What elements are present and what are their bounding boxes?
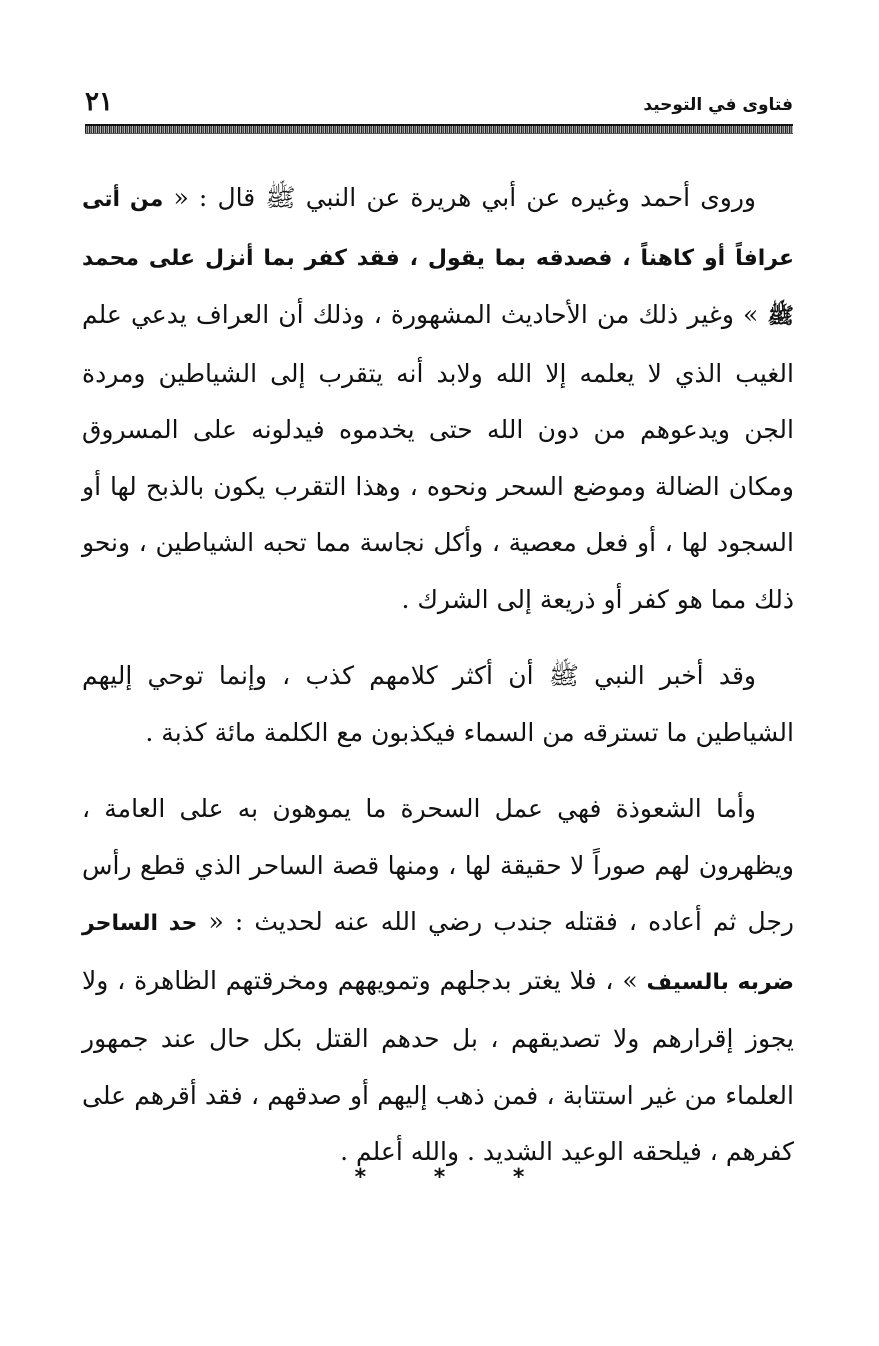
text-run: وروى أحمد وغيره عن أبي هريرة عن النبي ﷺ قال : « — [163, 183, 757, 212]
page-header — [85, 87, 793, 122]
body-text — [82, 170, 794, 1181]
page-number: ٢١ — [85, 87, 113, 117]
text-run: » ، فلا يغتر بدجلهم وتمويههم ومخرقتهم الظاهرة ، ولا يجوز إقرارهم ولا تصديقهم ، بل حدهم القتل بكل حال عند جمهور العلماء من غير استتابة ، فمن ذهب إليهم أو صدقهم ، فقد أقرهم على كفرهم ، فيلحقه الوعيد الشديد . والله أعلم . — [82, 965, 794, 1166]
text-run: وأما الشعوذة فهي عمل السحرة ما يموهون به على العامة ، ويظهرون لهم صوراً لا حقيقة لها ، ومنها قصة الساحر الذي قطع رأس رجل ثم أعاده ، فقتله جندب رضي الله عنه لحديث : « — [82, 794, 794, 936]
hadith-quote: حد الساحر ضربه بالسيف — [82, 911, 794, 995]
hadith-quote: من أتى عرافاً أو كاهناً ، فصدقه بما يقول ، فقد كفر بما أنزل على محمد ﷺ — [82, 187, 794, 329]
text-run: » وغير ذلك من الأحاديث المشهورة ، وذلك أن العراف يدعي علم الغيب الذي لا يعلمه إلا الله ولابد أنه يتقرب إلى الشياطين ومردة الجن ويدعوهم من دون الله حتى يخدموه فيدلونه على المسروق ومكان الضالة وموضع السحر ونحوه ، وهذا التقرب يكون بالذبح لها أو السجود لها ، أو فعل معصية ، وأكل نجاسة مما تحبه الشياطين ، ونحو ذلك مما هو كفر أو ذريعة إلى الشرك . — [82, 300, 794, 614]
paragraph-1 — [82, 170, 794, 628]
paragraph-3 — [82, 781, 794, 1181]
paragraph-2 — [82, 648, 794, 761]
running-title: فتاوى في التوحيد — [643, 95, 793, 115]
section-divider: * * * — [354, 1165, 555, 1190]
text-run: وقد أخبر النبي ﷺ أن أكثر كلامهم كذب ، وإنما توحي إليهم الشياطين ما تسترقه من السماء فيكذبون مع الكلمة مائة كذبة . — [82, 661, 794, 747]
header-rule — [85, 124, 793, 134]
